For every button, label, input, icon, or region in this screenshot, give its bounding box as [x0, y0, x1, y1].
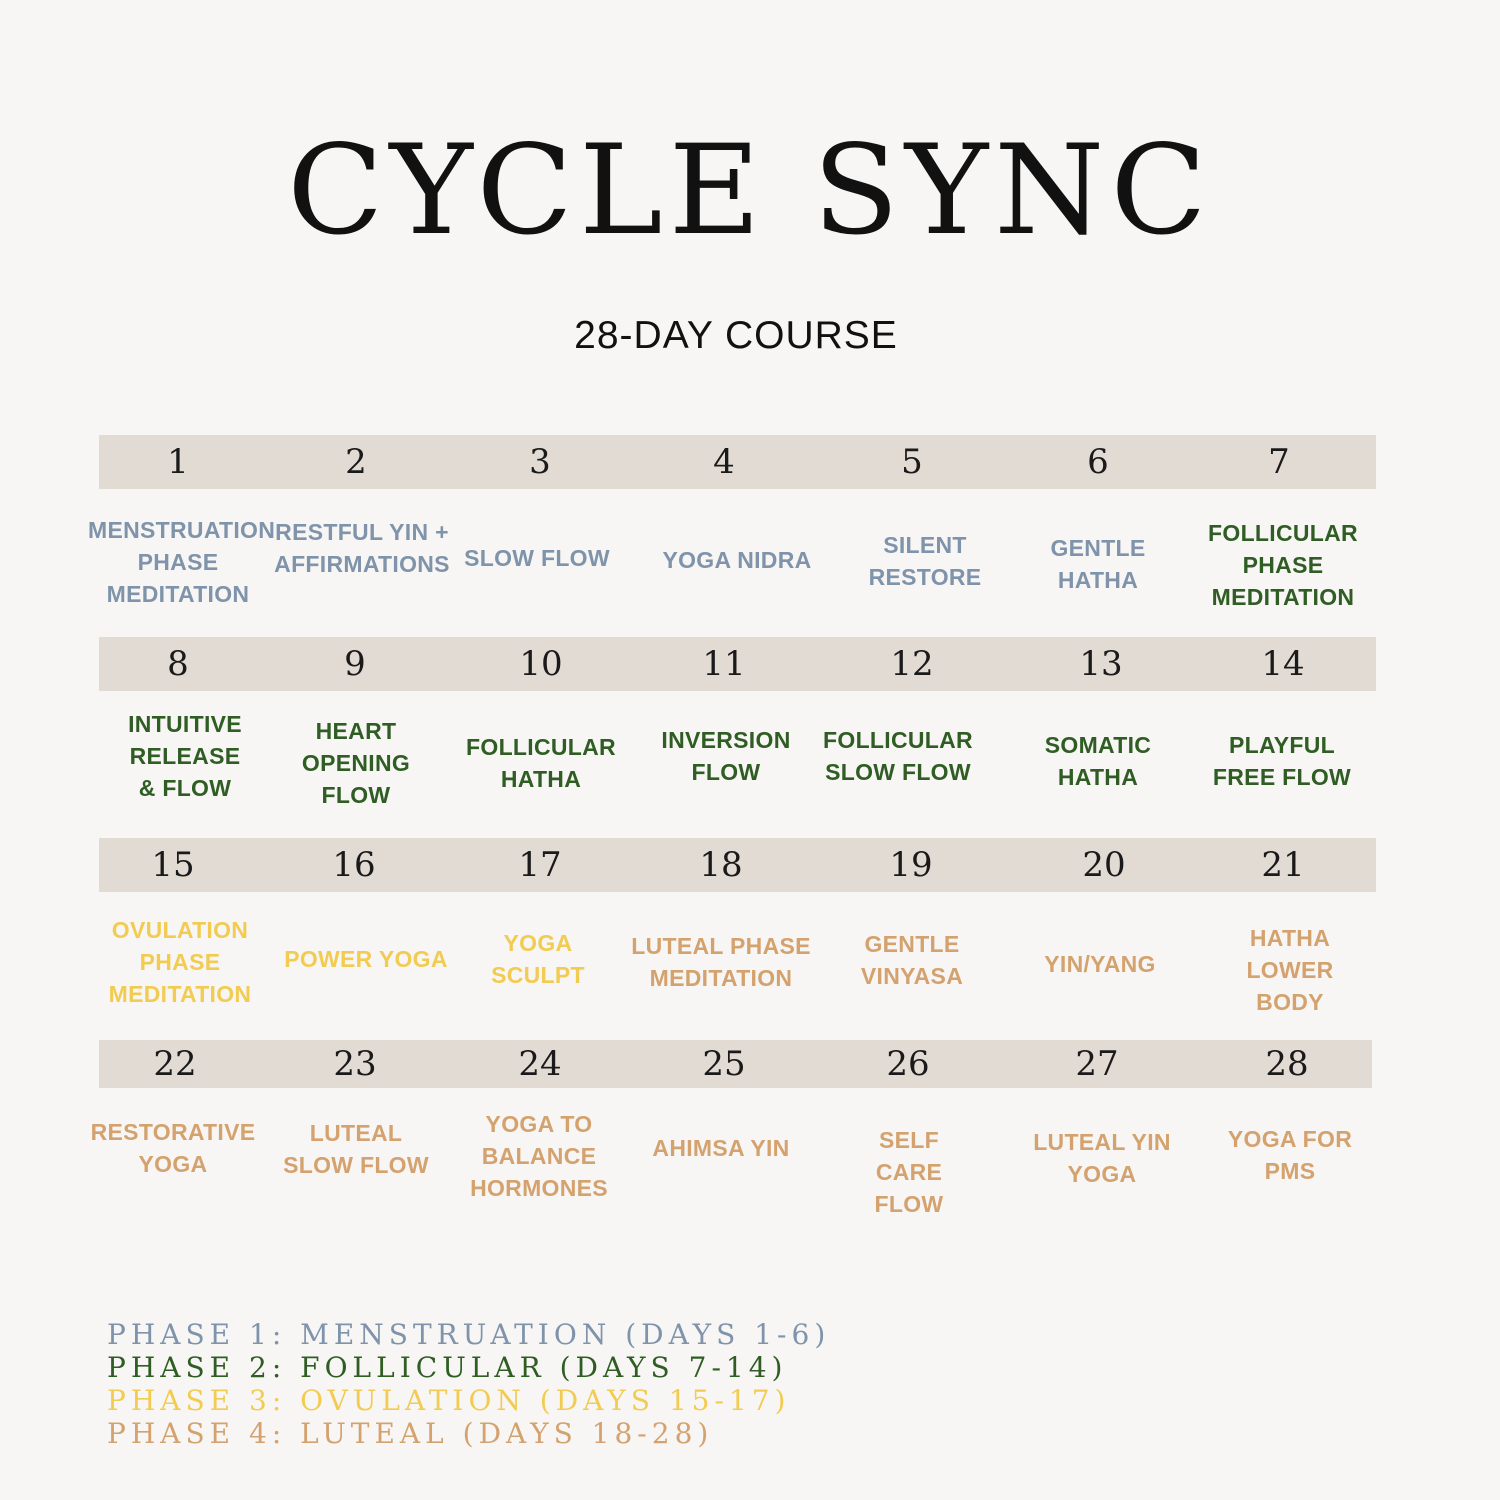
class-name: LUTEAL SLOW FLOW — [283, 1120, 429, 1178]
class-name: LUTEAL PHASE MEDITATION — [631, 933, 811, 991]
day-number: 1 — [167, 442, 189, 482]
class-name: SELF CARE FLOW — [874, 1127, 944, 1217]
legend-phase-3: PHASE 3: OVULATION (DAYS 15-17) — [107, 1384, 791, 1417]
day-number: 27 — [1075, 1044, 1119, 1084]
day-number: 21 — [1261, 845, 1305, 885]
day-number: 6 — [1087, 442, 1109, 482]
day-number: 18 — [699, 845, 743, 885]
class-name: YOGA NIDRA — [662, 547, 812, 573]
day-number: 11 — [702, 644, 746, 684]
class-name: FOLLICULAR SLOW FLOW — [823, 727, 973, 785]
class-name: YOGA FOR PMS — [1227, 1126, 1353, 1184]
day-number: 13 — [1079, 644, 1123, 684]
day-number: 9 — [344, 644, 366, 684]
page-title: CYCLE SYNC — [287, 118, 1213, 263]
class-name: HEART OPENING FLOW — [301, 718, 411, 808]
class-name: INVERSION FLOW — [661, 727, 791, 785]
page-subtitle: 28-DAY COURSE — [574, 314, 898, 357]
day-number: 8 — [167, 644, 189, 684]
legend-phase-1: PHASE 1: MENSTRUATION (DAYS 1-6) — [107, 1318, 831, 1351]
day-number: 12 — [890, 644, 934, 684]
class-name: FOLLICULAR PHASE MEDITATION — [1208, 520, 1358, 610]
class-name: RESTFUL YIN + AFFIRMATIONS — [274, 519, 450, 577]
day-number: 14 — [1261, 644, 1305, 684]
day-number: 22 — [153, 1044, 197, 1084]
day-number: 20 — [1082, 845, 1126, 885]
day-number: 4 — [713, 442, 735, 482]
day-number: 17 — [518, 845, 562, 885]
legend-phase-2: PHASE 2: FOLLICULAR (DAYS 7-14) — [107, 1351, 788, 1384]
day-number-bar — [99, 637, 1376, 691]
day-number: 16 — [332, 845, 376, 885]
day-number: 15 — [151, 845, 195, 885]
day-number: 10 — [519, 644, 563, 684]
day-number: 28 — [1265, 1044, 1309, 1084]
day-number: 5 — [901, 442, 923, 482]
day-number: 25 — [702, 1044, 746, 1084]
day-number-bar — [99, 838, 1376, 892]
day-number: 2 — [345, 442, 367, 482]
class-name: RESTORATIVE YOGA — [90, 1119, 256, 1177]
class-name: MENSTRUATION PHASE MEDITATION — [88, 517, 276, 607]
class-name: YIN/YANG — [1044, 951, 1156, 977]
class-name: OVULATION PHASE MEDITATION — [108, 917, 252, 1007]
day-number: 26 — [886, 1044, 930, 1084]
day-number: 7 — [1268, 442, 1290, 482]
class-name: POWER YOGA — [284, 946, 448, 972]
class-name: AHIMSA YIN — [652, 1135, 790, 1161]
class-name: YOGA TO BALANCE HORMONES — [470, 1111, 608, 1201]
class-name: LUTEAL YIN YOGA — [1033, 1129, 1171, 1187]
class-name: SOMATIC HATHA — [1044, 732, 1152, 790]
class-name: INTUITIVE RELEASE & FLOW — [128, 711, 242, 801]
class-name: HATHA LOWER BODY — [1246, 925, 1334, 1015]
class-name: YOGA SCULPT — [491, 930, 585, 988]
class-name: GENTLE HATHA — [1050, 535, 1146, 593]
day-number-bar — [99, 1040, 1372, 1088]
legend-phase-4: PHASE 4: LUTEAL (DAYS 18-28) — [107, 1417, 714, 1450]
class-name: SLOW FLOW — [464, 545, 610, 571]
day-number: 19 — [889, 845, 933, 885]
class-name: SILENT RESTORE — [868, 532, 982, 590]
class-name: PLAYFUL FREE FLOW — [1212, 732, 1352, 790]
class-name: FOLLICULAR HATHA — [466, 734, 616, 792]
phase-legend — [107, 1318, 830, 1450]
day-number: 24 — [518, 1044, 562, 1084]
class-name: GENTLE VINYASA — [860, 931, 964, 989]
day-number-bar — [99, 435, 1376, 489]
day-number: 3 — [529, 442, 551, 482]
day-number: 23 — [333, 1044, 377, 1084]
